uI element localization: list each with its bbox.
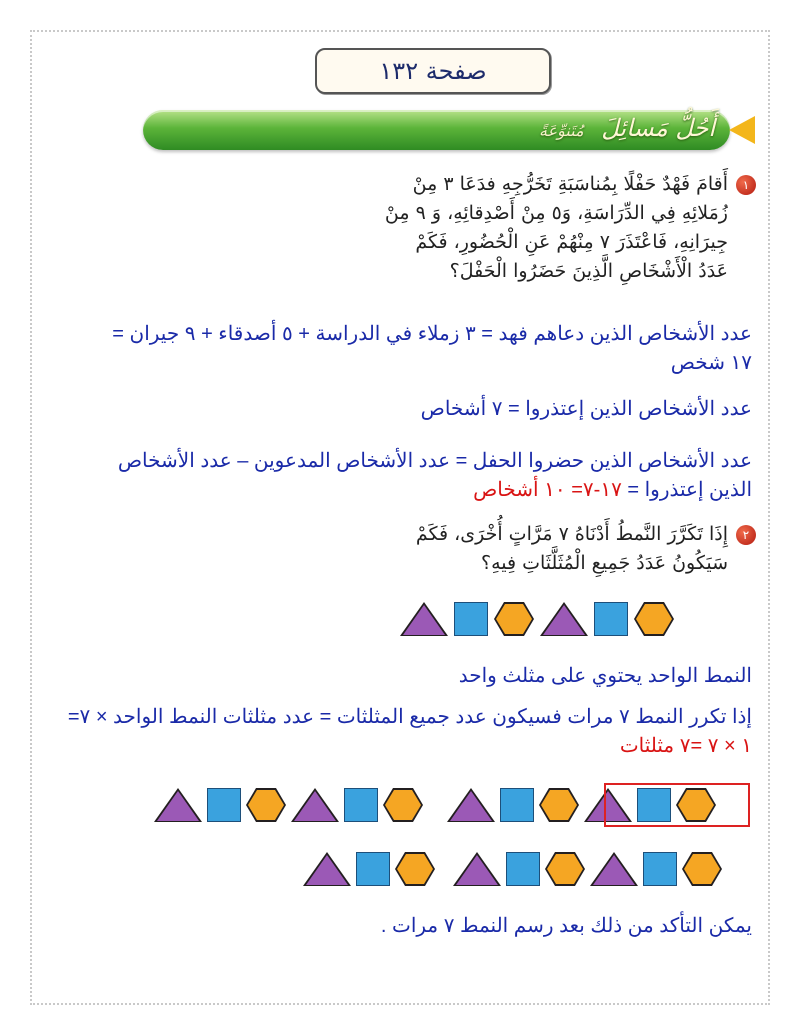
- problem-1: [385, 170, 756, 286]
- square-shape: [594, 602, 628, 636]
- section-header: [143, 110, 755, 150]
- page-number-text: صفحة ١٣٢: [379, 57, 487, 85]
- square-shape: [344, 788, 378, 822]
- answer-2-red-result: ١ × ٧ =٧ مثلثات: [619, 735, 752, 757]
- problem-1-line: عَدَدُ الْأَشْخَاصِ الَّذِينَ حَضَرُوا الْحَفْلَ؟: [449, 260, 728, 282]
- hexagon-shape: [383, 788, 423, 822]
- hexagon-shape: [539, 788, 579, 822]
- answer-1-result: الذين إعتذروا = ١٧-٧= ١٠ أشخاص: [473, 479, 752, 501]
- section-title-text: أَحُلُّ مَسائِلَ: [601, 114, 715, 142]
- hexagon-shape: [682, 852, 722, 886]
- problem-2: [416, 520, 756, 578]
- answer-1-red-result: ١٧-٧= ١٠ أشخاص: [473, 479, 622, 501]
- triangle-shape: [303, 852, 351, 886]
- square-shape: [454, 602, 488, 636]
- triangle-shape: [453, 852, 501, 886]
- triangle-shape: [154, 788, 202, 822]
- hexagon-shape: [494, 602, 534, 636]
- pattern-row-2: [303, 852, 722, 886]
- triangle-shape: [400, 602, 448, 636]
- highlighted-pattern-box: [604, 783, 750, 827]
- square-shape: [506, 852, 540, 886]
- page-number-badge: [315, 48, 551, 94]
- triangle-shape: [540, 602, 588, 636]
- section-title: [539, 114, 715, 142]
- triangle-shape: [291, 788, 339, 822]
- square-shape: [643, 852, 677, 886]
- section-subtitle: مُتَنوِّعَةً: [538, 121, 584, 140]
- problem-2-line: ٢إِذَا تَكَرَّرَ النَّمطُ أَدْنَاهُ ٧ مَرَّاتٍ أُخْرَى، فَكَمْ: [416, 520, 756, 549]
- answer-2-line: النمط الواحد يحتوي على مثلث واحد: [458, 665, 752, 687]
- hexagon-shape: [395, 852, 435, 886]
- hexagon-shape: [634, 602, 674, 636]
- answer-1-line: عدد الأشخاص الذين حضروا الحفل = عدد الأشخاص المدعوين – عدد الأشخاص: [117, 450, 752, 472]
- problem-number-badge: ١: [736, 175, 756, 195]
- hexagon-shape: [246, 788, 286, 822]
- answer-2-note: يمكن التأكد من ذلك بعد رسم النمط ٧ مرات .: [380, 915, 752, 937]
- triangle-shape: [447, 788, 495, 822]
- problem-1-line: جِيرَانِهِ، فَاعْتَذَرَ ٧ مِنْهُمْ عَنِ الْحُضُورِ، فَكَمْ: [415, 231, 728, 253]
- answer-1-line: عدد الأشخاص الذين دعاهم فهد = ٣ زملاء في الدراسة + ٥ أصدقاء + ٩ جيران =: [112, 323, 752, 345]
- hexagon-shape: [545, 852, 585, 886]
- section-arrow-icon: [729, 116, 755, 144]
- square-shape: [500, 788, 534, 822]
- answer-1-line: ١٧ شخص: [670, 352, 752, 374]
- answer-1-line: عدد الأشخاص الذين إعتذروا = ٧ أشخاص: [420, 398, 752, 420]
- problem-1-line: ١أَقامَ فَهْدٌ حَفْلًا بِمُناسَبَةِ تَخَرُّجِهِ فدَعَا ٣ مِنْ: [385, 170, 756, 199]
- square-shape: [207, 788, 241, 822]
- square-shape: [356, 852, 390, 886]
- problem-2-line: سَيَكُونُ عَدَدُ جَمِيعِ الْمُثَلَّثَاتِ فِيهِ؟: [481, 552, 728, 574]
- answer-2-line: إذا تكرر النمط ٧ مرات فسيكون عدد جميع المثلثات = عدد مثلثات النمط الواحد × ٧=: [67, 706, 752, 728]
- problem-number-badge: ٢: [736, 525, 756, 545]
- triangle-shape: [590, 852, 638, 886]
- problem-1-line: زُمَلائِهِ فِي الدِّرَاسَةِ، وَ٥ مِنْ أَصْدِقائِهِ، وَ ٩ مِنْ: [384, 202, 728, 224]
- problem-pattern: [400, 602, 674, 636]
